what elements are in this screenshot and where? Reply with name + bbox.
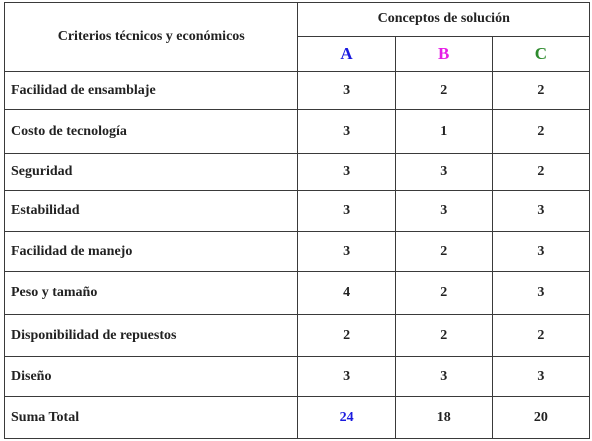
table-row <box>5 357 590 397</box>
criterion-label: Costo de tecnología <box>5 110 298 154</box>
score-cell: 2 <box>492 110 589 154</box>
score-cell: 3 <box>395 357 492 397</box>
criterion-label: Facilidad de ensamblaje <box>5 72 298 110</box>
evaluation-table <box>4 2 590 439</box>
criterion-label: Peso y tamaño <box>5 272 298 315</box>
criteria-header: Criterios técnicos y económicos <box>5 3 298 72</box>
score-cell: 4 <box>298 272 395 315</box>
score-cell: 2 <box>395 232 492 272</box>
table-row <box>5 272 590 315</box>
total-row <box>5 397 590 439</box>
score-cell: 3 <box>298 72 395 110</box>
criterion-label: Estabilidad <box>5 191 298 232</box>
total-score-c: 20 <box>492 397 589 439</box>
score-cell: 2 <box>395 272 492 315</box>
score-cell: 2 <box>298 315 395 357</box>
score-cell: 3 <box>492 357 589 397</box>
score-cell: 2 <box>492 315 589 357</box>
score-cell: 2 <box>395 315 492 357</box>
table-row <box>5 154 590 191</box>
concept-a-header: A <box>298 36 395 71</box>
table-row <box>5 232 590 272</box>
concept-c-header: C <box>492 36 589 71</box>
score-cell: 3 <box>395 191 492 232</box>
criterion-label: Seguridad <box>5 154 298 191</box>
total-score-a: 24 <box>298 397 395 439</box>
score-cell: 3 <box>298 110 395 154</box>
score-cell: 3 <box>395 154 492 191</box>
criterion-label: Disponibilidad de repuestos <box>5 315 298 357</box>
criterion-label: Diseño <box>5 357 298 397</box>
score-cell: 2 <box>395 72 492 110</box>
score-cell: 3 <box>492 191 589 232</box>
score-cell: 1 <box>395 110 492 154</box>
score-cell: 3 <box>298 154 395 191</box>
table-row <box>5 191 590 232</box>
table-row <box>5 315 590 357</box>
score-cell: 3 <box>492 272 589 315</box>
criterion-label: Facilidad de manejo <box>5 232 298 272</box>
concept-b-header: B <box>395 36 492 71</box>
solution-concepts-header: Conceptos de solución <box>298 3 590 37</box>
score-cell: 3 <box>492 232 589 272</box>
score-cell: 2 <box>492 72 589 110</box>
score-cell: 3 <box>298 232 395 272</box>
table-row <box>5 72 590 110</box>
total-label: Suma Total <box>5 397 298 439</box>
table-row <box>5 110 590 154</box>
total-score-b: 18 <box>395 397 492 439</box>
score-cell: 3 <box>298 357 395 397</box>
score-cell: 2 <box>492 154 589 191</box>
score-cell: 3 <box>298 191 395 232</box>
